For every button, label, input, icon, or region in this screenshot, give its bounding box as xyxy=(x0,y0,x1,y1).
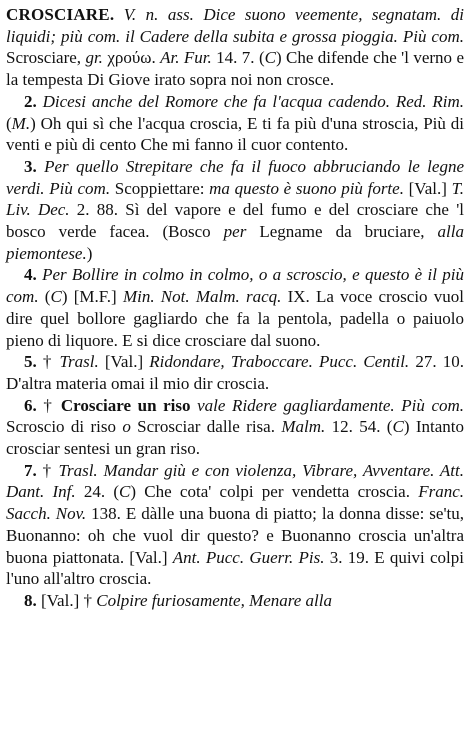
sense-7 xyxy=(6,460,464,590)
headword: CROSCIARE. xyxy=(6,5,115,24)
italic-text: Per quello Strepitare che fa il fuoco abbruciando le legne verdi. Più com. xyxy=(6,156,464,198)
sense-6 xyxy=(6,395,464,460)
italic-text: Trasl. xyxy=(59,352,99,372)
italic-text: Trasl. Mandar giù e con violenza, Vibrare, Avventare. Att. Dant. Inf. xyxy=(6,460,464,502)
italic-text: vale Ridere gagliardamente. Più com. xyxy=(197,395,465,415)
italic-text: C xyxy=(264,48,276,68)
text-segment: χρούω. xyxy=(102,48,161,68)
text-segment: † xyxy=(36,395,61,415)
sense-number: 7. xyxy=(24,460,37,480)
sense-number: 6. xyxy=(24,395,37,415)
text-segment: Scroscio di riso xyxy=(6,417,123,437)
text-segment: [Val.] † xyxy=(36,590,97,610)
text-segment: IX. La voce croscio vuol dire quel bollore gagliardo che fa la pentola, padella o paiuolo pieno di liquore. E si dice crosciare dal suono. xyxy=(6,287,464,350)
italic-text: Colpire furiosamente, Menare alla xyxy=(96,590,333,610)
text-segment: 3. 19. E quivi colpi l'uno all'altro croscia. xyxy=(6,547,464,589)
sense-number: 5. xyxy=(24,352,37,372)
italic-text: C xyxy=(119,482,131,502)
italic-text: per xyxy=(223,222,247,242)
text-segment: Scrosciare, xyxy=(6,48,86,68)
italic-text: V. n. ass. xyxy=(114,5,194,24)
italic-text: C xyxy=(50,287,62,307)
text-segment: Scoppiettare: xyxy=(110,178,210,198)
text-segment: ( xyxy=(6,113,12,133)
italic-text: Dice suono veemente, segnatam. di liquidi; più com. il Cadere della subita e grossa pioggia. Più com. xyxy=(6,5,464,46)
text-segment: † xyxy=(36,460,59,480)
bold-phrase: Crosciare un riso xyxy=(60,395,191,415)
dictionary-page xyxy=(6,4,464,612)
text-segment: ) Intanto crosciar sentesi un gran riso. xyxy=(6,417,464,459)
sense-number: 4. xyxy=(24,265,37,285)
italic-text: Malm. xyxy=(281,417,326,437)
italic-text: Ar. Fur. xyxy=(160,48,212,68)
sense-8 xyxy=(6,590,464,612)
italic-text: o xyxy=(122,417,131,437)
sense-3 xyxy=(6,156,464,265)
text-segment: [Val.] xyxy=(98,352,150,372)
text-segment: ) Che difende che 'l verno e la tempesta Di Giove irato sopra noi non crosce. xyxy=(6,48,464,90)
dictionary-entry xyxy=(6,4,464,612)
text-segment: ) [M.F.] xyxy=(61,287,123,307)
italic-text: T. Liv. Dec. xyxy=(6,178,465,220)
italic-text: C xyxy=(392,417,404,437)
italic-text: ma questo è suono più forte. xyxy=(209,178,404,198)
sense-number: 8. xyxy=(24,590,37,610)
italic-text: Min. Not. Malm. racq. xyxy=(122,287,282,307)
italic-text: Ridondare, Traboccare. Pucc. Centil. xyxy=(149,352,410,372)
text-segment xyxy=(194,5,203,24)
italic-text: M. xyxy=(11,113,31,133)
italic-text: Franc. Sacch. Nov. xyxy=(6,482,464,524)
sense-1 xyxy=(6,4,464,91)
italic-text: Ant. Pucc. Guerr. Pis. xyxy=(172,547,325,567)
italic-text: Dicesi anche del Romore che fa l'acqua cadendo. Red. Rim. xyxy=(36,91,464,111)
text-segment: 24. ( xyxy=(75,482,120,502)
text-segment: 14. 7. ( xyxy=(211,48,265,68)
text-segment: 27. 10. D'altra materia omai il mio dir croscia. xyxy=(6,352,465,393)
text-segment: ) Che cota' colpi per vendetta croscia. xyxy=(130,482,419,502)
italic-text: Per Bollire in colmo in colmo, o a scroscio, e questo è il più com. xyxy=(6,265,464,307)
text-segment: 12. 54. ( xyxy=(325,417,393,437)
italic-text: gr. xyxy=(85,48,103,68)
text-segment: 138. E dàlle una buona di piatto; la donna disse: se'tu, Buonanno: oh che vuol dir questo? e Buonanno croscia un'altra buona piattonata. [Val.] xyxy=(6,504,464,567)
text-segment: ) xyxy=(86,243,93,263)
text-segment: Legname da bruciare, xyxy=(246,222,438,242)
sense-number: 3. xyxy=(24,156,37,176)
sense-5 xyxy=(6,351,464,394)
text-segment: ( xyxy=(38,287,51,307)
sense-number: 2. xyxy=(24,91,37,111)
text-segment: † xyxy=(36,352,60,372)
text-segment: [Val.] xyxy=(403,178,452,198)
italic-text: alla piemontese. xyxy=(6,222,464,263)
sense-2 xyxy=(6,91,464,156)
sense-4 xyxy=(6,264,464,351)
text-segment: Scrosciar dalle risa. xyxy=(130,417,282,437)
text-segment: ) Oh qui sì che l'acqua croscia, E ti fa più d'una stroscia, Più di venti e più di cento Che mi fanno il cuor contento. xyxy=(6,113,464,155)
text-segment: 2. 88. Sì del vapore e del fumo e del crosciare che 'l bosco verde facea. (Bosco xyxy=(6,200,464,242)
